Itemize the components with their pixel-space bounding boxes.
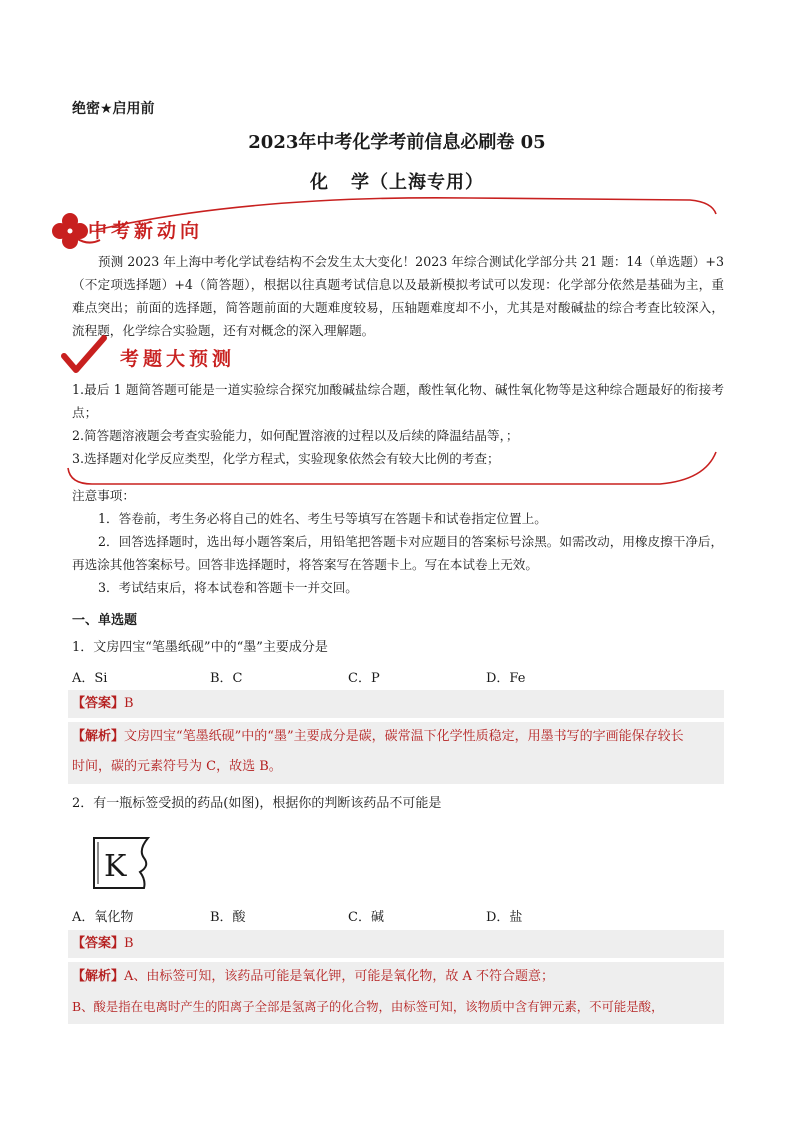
page-title: 2023年中考化学考前信息必刷卷 05 — [248, 132, 546, 153]
question-1-option-b[interactable]: B．C — [210, 671, 243, 686]
secret-label: 绝密★启用前 — [72, 101, 155, 117]
box1-heading: 中考新动向 — [88, 220, 204, 242]
red-checkmark-icon — [58, 332, 118, 376]
question-2-options — [72, 906, 724, 926]
question-2-answer-band — [68, 930, 724, 958]
notice-block — [72, 484, 724, 599]
question-2-analysis-tag: 【解析】 — [72, 969, 125, 984]
subtitle-part-b: 学（上海专用） — [351, 172, 484, 193]
question-1-answer-value: B — [124, 696, 134, 711]
damaged-label-figure — [86, 832, 166, 894]
notice-item-2: 2．回答选择题时，选出每小题答案后，用铅笔把答题卡对应题目的答案标号涂黑。如需改动，用橡皮擦干净后，再选涂其他答案标号。回答非选择题时，将答案写在答题卡上。写在本试卷上无效。 — [72, 534, 724, 572]
box2-heading: 考题大预测 — [120, 348, 236, 370]
question-1-options — [72, 667, 724, 687]
question-2-analysis — [72, 962, 724, 1022]
question-2-stem: 2．有一瓶标签受损的药品(如图)，根据你的判断该药品不可能是 — [72, 796, 442, 811]
label-letter-k: K — [104, 849, 127, 884]
box2-item-1: 1.最后 1 题简答题可能是一道实验综合探究加酸碱盐综合题，酸性氧化物、碱性氧化物等是这种综合题最好的衔接考点； — [72, 382, 724, 420]
question-1-option-a[interactable]: A．Si — [72, 671, 108, 686]
question-1-answer-tag: 【答案】 — [72, 696, 125, 711]
box2-item-3: 3.选择题对化学反应类型，化学方程式，实验现象依然会有较大比例的考查； — [72, 451, 500, 466]
question-1-analysis-line-1: 文房四宝“笔墨纸砚”中的“墨”主要成分是碳，碳常温下化学性质稳定，用墨书写的字画能保存较长 — [124, 729, 684, 744]
notice-item-3: 3．考试结束后，将本试卷和答题卡一并交回。 — [98, 580, 358, 595]
question-2-option-c[interactable]: C．碱 — [348, 910, 384, 925]
question-2-answer-tag: 【答案】 — [72, 936, 125, 951]
question-2-analysis-line-2: B、酸是指在电离时产生的阳离子全部是氢离子的化合物，由标签可知，该物质中含有钾元素，不可能是酸， — [72, 999, 664, 1014]
box2-item-2: 2.简答题溶液题会考查实验能力，如何配置溶液的过程以及后续的降温结晶等，； — [72, 428, 519, 443]
section-title: 一、单选题 — [72, 613, 138, 628]
question-2-analysis-line-1: A、由标签可知，该药品可能是氧化钾，可能是氧化物，故 A 不符合题意； — [124, 969, 555, 984]
question-1-option-d[interactable]: D．Fe — [486, 671, 526, 686]
box2-list — [72, 378, 724, 470]
question-1-analysis-line-2: 时间，碳的元素符号为 C，故选 B。 — [72, 759, 282, 774]
question-2-answer-value: B — [124, 936, 134, 951]
question-1-answer — [72, 691, 134, 717]
question-2-option-b[interactable]: B．酸 — [210, 910, 246, 925]
notice-label: 注意事项： — [72, 488, 135, 503]
question-1-answer-band — [68, 690, 724, 718]
subtitle-part-a: 化 — [310, 172, 329, 193]
box1-paragraph-text: 预测 2023 年上海中考化学试卷结构不会发生太大变化！2023 年综合测试化学部分共 21 题：14（单选题）+3（不定项选择题）+4（简答题），根据以往真题考试信息以及最新模拟考试可以发现：化学部分依然是基础为主，重难点突出；前面的选择题，简答题前面的大题难度较易，压轴题难度却不小，尤其是对酸碱盐的综合考查比较深入，流程题，化学综合实验题，还有对概念的深入理解题。 — [72, 254, 724, 338]
question-2-answer — [72, 931, 134, 957]
notice-item-1: 1．答卷前，考生务必将自己的姓名、考生号等填写在答题卡和试卷指定位置上。 — [98, 511, 547, 526]
question-1-option-c[interactable]: C．P — [348, 671, 380, 686]
question-1-analysis — [72, 722, 724, 782]
question-1-stem: 1．文房四宝“笔墨纸砚”中的“墨”主要成分是 — [72, 640, 328, 655]
question-2-option-a[interactable]: A．氧化物 — [72, 910, 134, 925]
question-1-analysis-tag: 【解析】 — [72, 729, 125, 744]
question-2-option-d[interactable]: D．盐 — [486, 910, 523, 925]
box1-paragraph — [72, 250, 724, 342]
